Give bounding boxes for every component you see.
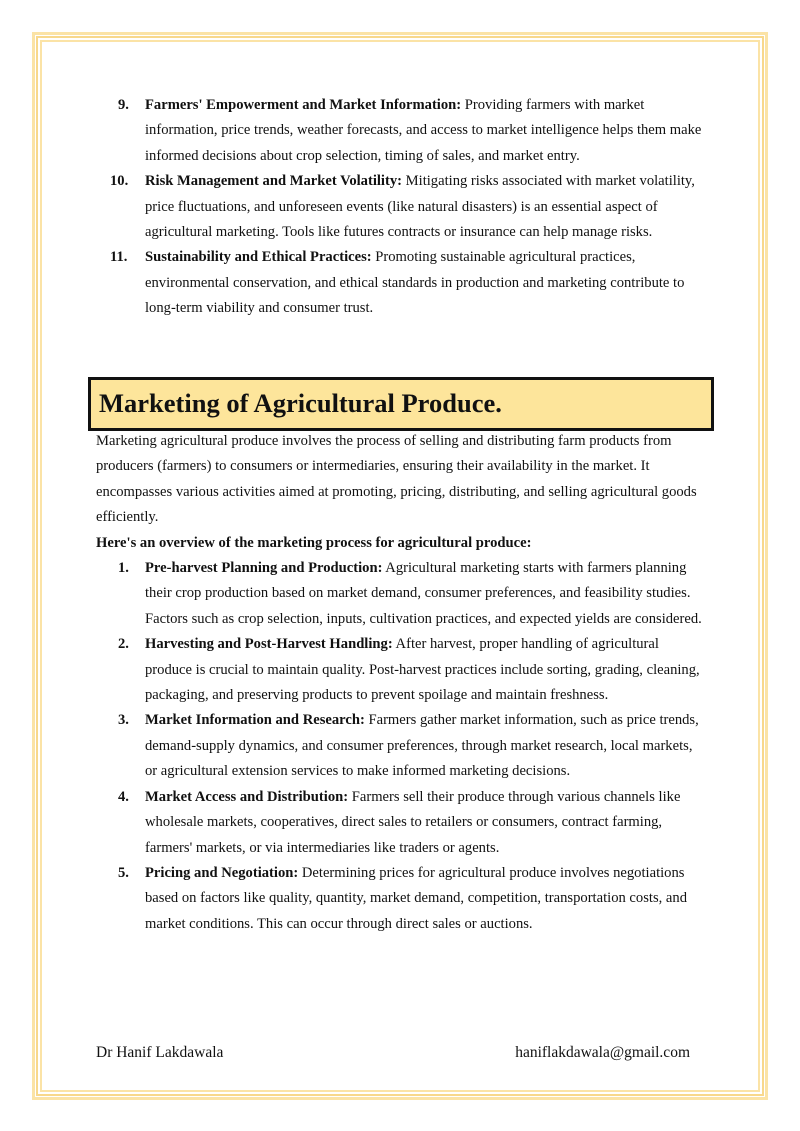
continued-list bbox=[96, 93, 706, 322]
intro-paragraph: Marketing agricultural produce involves the process of selling and distributing farm products from producers (farmers) to consumers or intermediaries, ensuring their availability in the market. It encompasses various activities aimed at promoting, pricing, distributing, and selling agricultural goods efficiently. bbox=[96, 433, 697, 526]
item-number: 10. bbox=[110, 173, 129, 190]
list-item bbox=[96, 93, 706, 169]
overview-heading: Here's an overview of the marketing process for agricultural produce: bbox=[96, 534, 532, 551]
item-text: Determining prices for agricultural produce involves negotiations based on factors like quality, quantity, market demand, competition, transportation costs, and market conditions. This can occur through direct sales or auctions. bbox=[145, 864, 687, 932]
item-text: Agricultural marketing starts with farmers planning their crop production based on market demand, consumer preferences, and feasibility studies. Factors such as crop selection, inputs, cultivation practices, and expected yields are considered. bbox=[145, 560, 702, 627]
list-item bbox=[96, 169, 706, 245]
list-item bbox=[96, 245, 706, 321]
item-number: 2. bbox=[118, 636, 129, 653]
list-item bbox=[96, 861, 706, 937]
footer-email[interactable]: haniflakdawala@gmail.com bbox=[515, 1044, 690, 1061]
list-item bbox=[96, 632, 706, 708]
item-title: Pre-harvest Planning and Production: bbox=[145, 560, 383, 577]
item-text: Mitigating risks associated with market volatility, price fluctuations, and unforeseen events (like natural disasters) is an essential aspect of agricultural marketing. Tools like futures contracts or insurance can help manage risks. bbox=[145, 173, 695, 241]
item-number: 11. bbox=[110, 249, 128, 266]
item-text: Promoting sustainable agricultural practices, environmental conservation, and ethical standards in production and marketing contribute to long-term viability and consumer trust. bbox=[145, 249, 685, 317]
item-title: Market Access and Distribution: bbox=[145, 788, 349, 805]
item-text: After harvest, proper handling of agricultural produce is crucial to maintain quality. Post-harvest practices include sorting, grading, cleaning, packaging, and preserving products to prevent spoilage and maintain freshness. bbox=[145, 636, 700, 704]
item-number: 9. bbox=[118, 97, 129, 113]
item-text: Farmers gather market information, such as price trends, demand-supply dynamics, and consumer preferences, through market research, local markets, or agricultural extension services to make informed marketing decisions. bbox=[145, 712, 699, 780]
section-heading-box bbox=[88, 377, 714, 431]
list-item bbox=[96, 785, 706, 861]
list-item bbox=[96, 708, 706, 784]
item-title: Sustainability and Ethical Practices: bbox=[145, 249, 372, 266]
item-title: Pricing and Negotiation: bbox=[145, 864, 299, 881]
item-number: 4. bbox=[118, 788, 129, 805]
item-number: 3. bbox=[118, 712, 129, 729]
item-text: Providing farmers with market information, price trends, weather forecasts, and access to market intelligence helps them make informed decisions about crop selection, timing of sales, and market entry. bbox=[145, 97, 702, 164]
page-footer bbox=[96, 1044, 690, 1062]
item-title: Harvesting and Post-Harvest Handling: bbox=[145, 636, 393, 653]
section-heading: Marketing of Agricultural Produce. bbox=[99, 388, 502, 418]
item-title: Risk Management and Market Volatility: bbox=[145, 173, 403, 190]
process-list bbox=[96, 556, 706, 937]
item-title: Farmers' Empowerment and Market Information: bbox=[145, 97, 462, 113]
item-number: 5. bbox=[118, 864, 129, 881]
item-text: Farmers sell their produce through various channels like wholesale markets, cooperatives, direct sales to retailers or consumers, contract farming, farmers' markets, or via intermediaries like traders or agents. bbox=[145, 788, 681, 856]
list-item bbox=[96, 556, 706, 632]
item-number: 1. bbox=[118, 560, 129, 577]
item-title: Market Information and Research: bbox=[145, 712, 365, 729]
footer-author: Dr Hanif Lakdawala bbox=[96, 1044, 224, 1061]
section-body bbox=[96, 429, 706, 937]
